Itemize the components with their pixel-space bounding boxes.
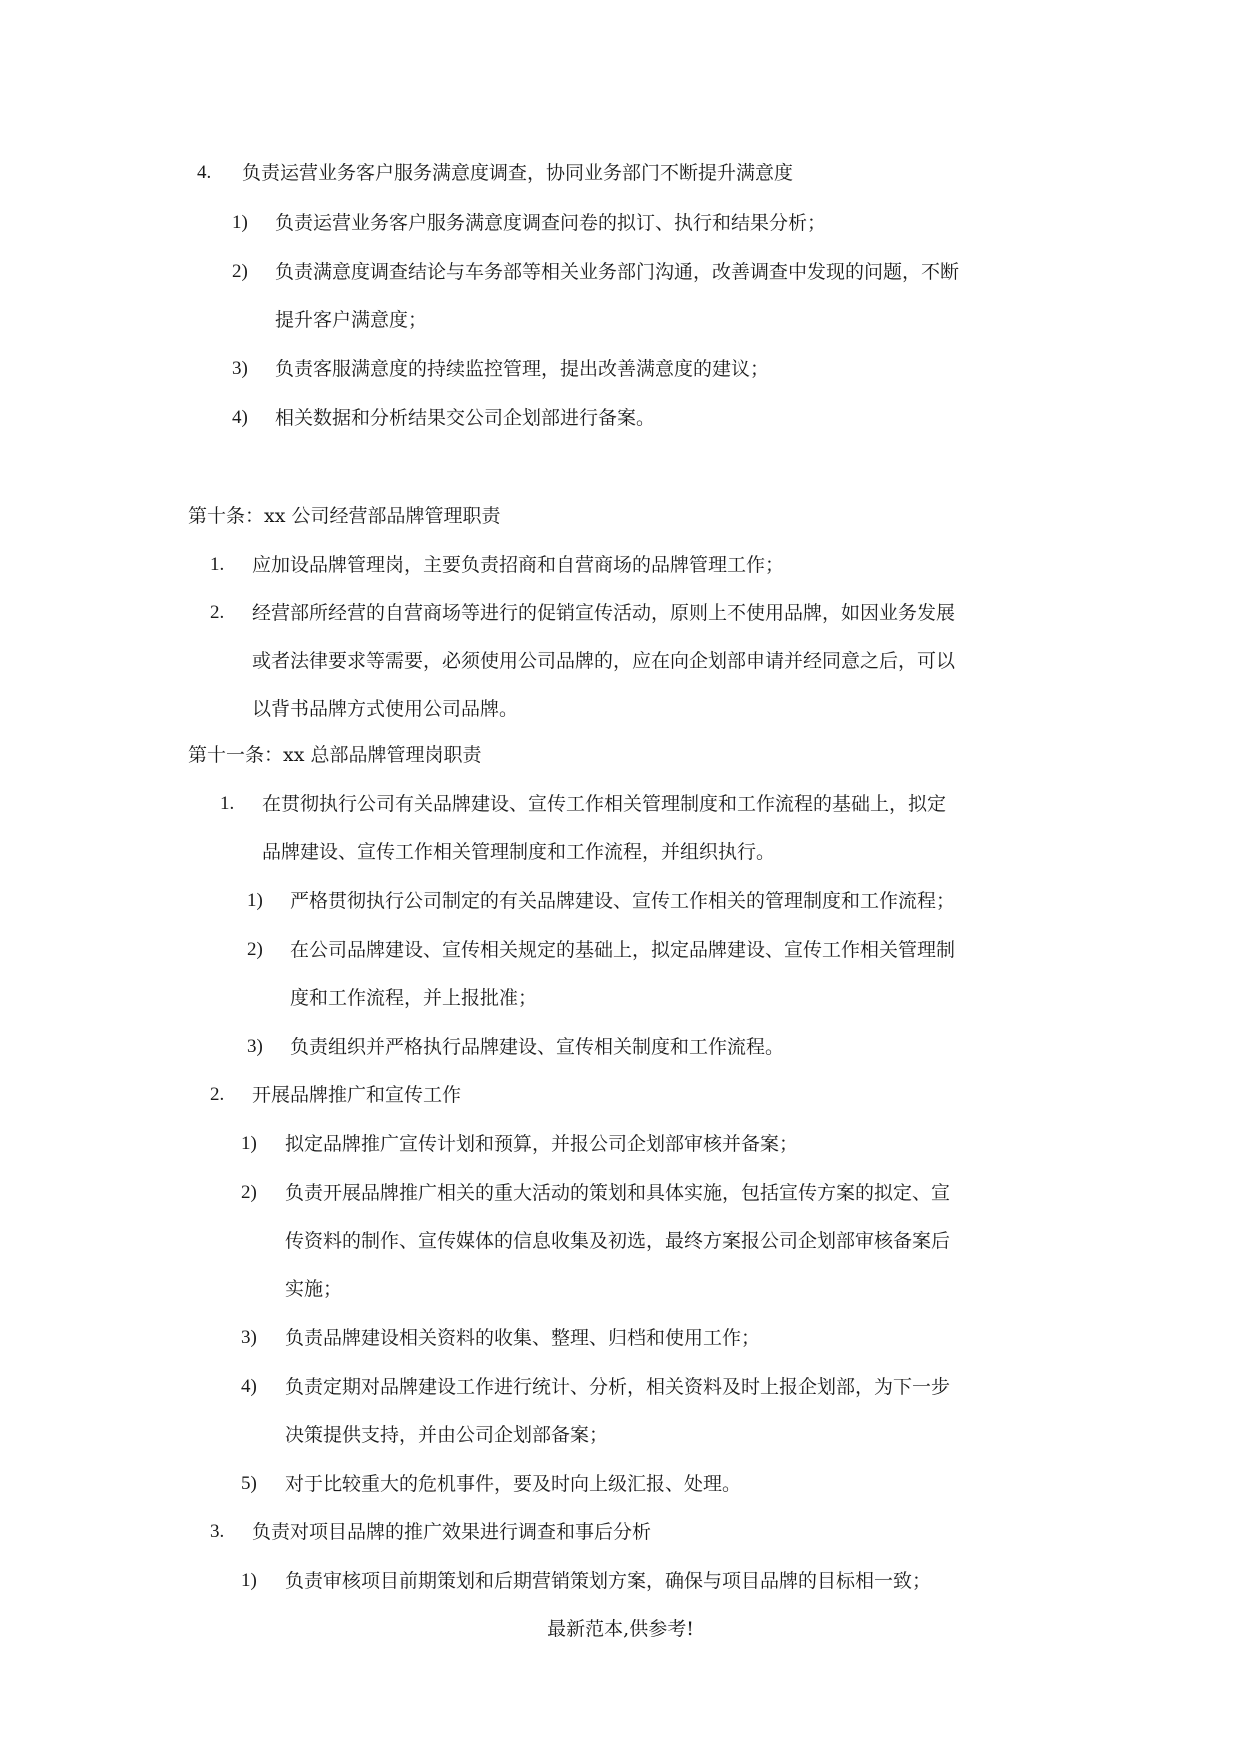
- subitem-text: 决策提供支持，并由公司企划部备案；: [285, 1424, 609, 1446]
- subitem-text: 负责审核项目前期策划和后期营销策划方案，确保与项目品牌的目标相一致；: [285, 1570, 932, 1592]
- item-text: 以背书品牌方式使用公司品牌。: [252, 698, 519, 720]
- subitem-text: 负责品牌建设相关资料的收集、整理、归档和使用工作；: [285, 1327, 761, 1349]
- item-number: 2.: [210, 1084, 225, 1105]
- item-text: 经营部所经营的自营商场等进行的促销宣传活动，原则上不使用品牌，如因业务发展: [252, 602, 956, 624]
- subitem-number: 1): [232, 212, 248, 233]
- item-number: 1.: [210, 554, 225, 575]
- subitem-number: 3): [241, 1327, 257, 1348]
- subitem-number: 1): [241, 1133, 257, 1154]
- subitem-number: 4): [241, 1376, 257, 1397]
- item-text: 品牌建设、宣传工作相关管理制度和工作流程，并组织执行。: [262, 841, 776, 863]
- subitem-text: 负责定期对品牌建设工作进行统计、分析，相关资料及时上报企划部，为下一步: [285, 1376, 951, 1398]
- subitem-text: 负责组织并严格执行品牌建设、宣传相关制度和工作流程。: [290, 1036, 785, 1058]
- item-text: 开展品牌推广和宣传工作: [252, 1084, 462, 1106]
- subitem-text: 传资料的制作、宣传媒体的信息收集及初选，最终方案报公司企划部审核备案后: [285, 1230, 951, 1252]
- subitem-number: 2): [247, 939, 263, 960]
- subitem-number: 3): [247, 1036, 263, 1057]
- subitem-number: 1): [241, 1570, 257, 1591]
- subitem-number: 3): [232, 358, 248, 379]
- subitem-text: 负责客服满意度的持续监控管理，提出改善满意度的建议；: [275, 358, 770, 380]
- item-text: 负责对项目品牌的推广效果进行调查和事后分析: [252, 1521, 652, 1543]
- subitem-number: 2): [232, 261, 248, 282]
- item-text: 在贯彻执行公司有关品牌建设、宣传工作相关管理制度和工作流程的基础上，拟定: [262, 793, 947, 815]
- subitem-text: 负责开展品牌推广相关的重大活动的策划和具体实施，包括宣传方案的拟定、宣: [285, 1182, 951, 1204]
- subitem-number: 5): [241, 1473, 257, 1494]
- item-text: 应加设品牌管理岗，主要负责招商和自营商场的品牌管理工作；: [252, 554, 785, 576]
- subitem-number: 2): [241, 1182, 257, 1203]
- article-title: 第十一条：xx 总部品牌管理岗职责: [188, 744, 482, 766]
- subitem-number: 4): [232, 407, 248, 428]
- item-number: 4.: [197, 162, 212, 183]
- subitem-text: 负责运营业务客户服务满意度调查问卷的拟订、执行和结果分析；: [275, 212, 827, 234]
- subitem-text: 对于比较重大的危机事件，要及时向上级汇报、处理。: [285, 1473, 742, 1495]
- subitem-number: 1): [247, 890, 263, 911]
- subitem-text: 负责满意度调查结论与车务部等相关业务部门沟通，改善调查中发现的问题，不断: [275, 261, 960, 283]
- subitem-text: 在公司品牌建设、宣传相关规定的基础上，拟定品牌建设、宣传工作相关管理制: [290, 939, 956, 961]
- subitem-text: 实施；: [285, 1278, 343, 1300]
- subitem-text: 提升客户满意度；: [275, 309, 428, 331]
- subitem-text: 拟定品牌推广宣传计划和预算，并报公司企划部审核并备案；: [285, 1133, 799, 1155]
- subitem-text: 度和工作流程，并上报批准；: [290, 987, 538, 1009]
- item-text: 或者法律要求等需要，必须使用公司品牌的，应在向企划部申请并经同意之后，可以: [252, 650, 956, 672]
- item-number: 1.: [220, 793, 235, 814]
- article-title: 第十条：xx 公司经营部品牌管理职责: [188, 505, 501, 527]
- subitem-text: 严格贯彻执行公司制定的有关品牌建设、宣传工作相关的管理制度和工作流程；: [290, 890, 956, 912]
- page-footer: 最新范本,供参考!: [547, 1618, 694, 1640]
- item-number: 3.: [210, 1521, 225, 1542]
- item-number: 2.: [210, 602, 225, 623]
- subitem-text: 相关数据和分析结果交公司企划部进行备案。: [275, 407, 656, 429]
- item-text: 负责运营业务客户服务满意度调查，协同业务部门不断提升满意度: [242, 162, 794, 184]
